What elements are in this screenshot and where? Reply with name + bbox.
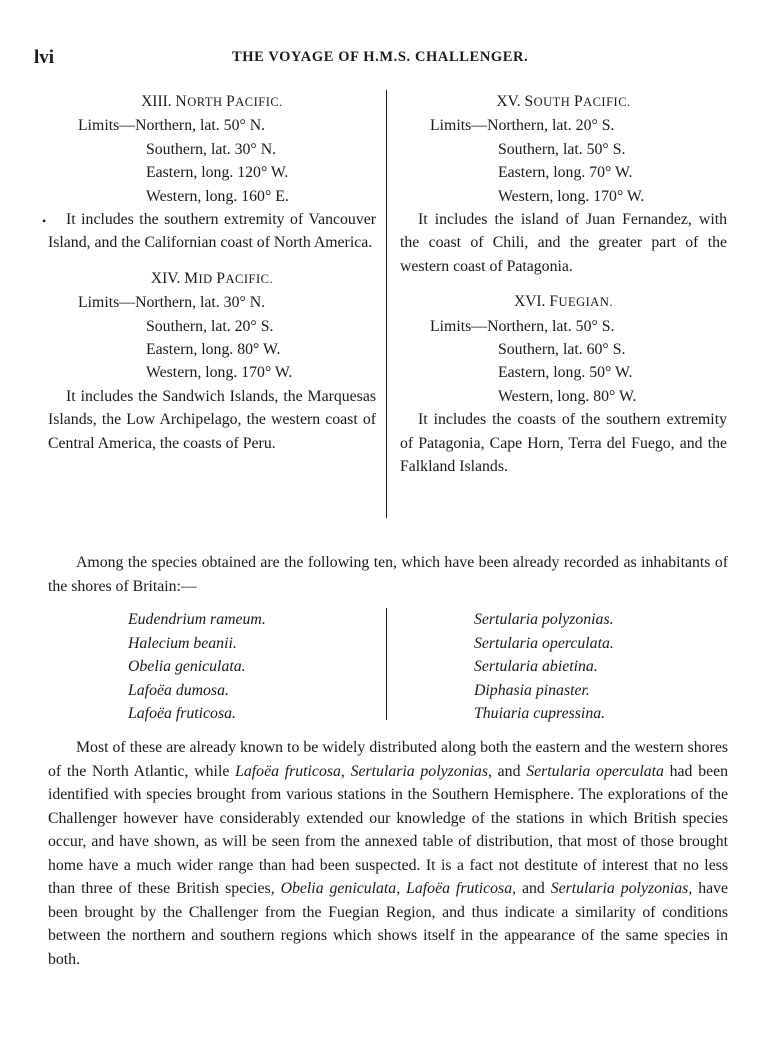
margin-mark: •	[42, 214, 47, 228]
closing-paragraph: Most of these are already known to be widely distributed along both the eastern and the western shores of the North Atlantic, while Lafoëa fruticosa, Sertularia polyzonias, and Sertularia operculata had been identified with species brought from various stations in the Southern Hemisphere. The explorations of the Challenger however have considerably extended our knowledge of the stations in which British species occur, and have shown, as will be seen from the annexed table of distribution, that most of those brought home have a much wider range than had been suspected. It is a fact not destitute of interest that no less than three of these British species, Obelia geniculata, Lafoëa fruticosa, and Sertularia polyzonias, have been brought by the Challenger from the Fuegian Region, and thus indicate a similarity of conditions between the northern and southern regions which shows itself in the appearance of the same species in both.	[48, 739, 729, 968]
column-divider	[386, 90, 387, 518]
intro-paragraph: Among the species obtained are the following ten, which have been already recorded as inhabitants of the shores of Britain:—	[48, 554, 728, 595]
species-list-right	[474, 608, 614, 726]
limits-line: Southern, lat. 60° S.	[498, 341, 626, 359]
right-column	[400, 90, 727, 479]
species-item: Obelia geniculata.	[128, 658, 246, 675]
species-item: Thuiaria cupressina.	[474, 705, 606, 722]
species-item: Lafoëa fruticosa.	[128, 705, 236, 722]
species-item: Halecium beanii.	[128, 634, 237, 652]
limits-line: Eastern, long. 120° W.	[146, 164, 289, 182]
left-column	[48, 90, 376, 455]
limits-line: Western, long. 170° W.	[498, 187, 645, 205]
limits-line: Eastern, long. 80° W.	[146, 341, 281, 359]
limits-line: Eastern, long. 70° W.	[498, 164, 633, 182]
limits-line: Western, long. 160° E.	[146, 187, 289, 205]
region-heading-south-pacific: XV. SOUTH PACIFIC.	[496, 93, 631, 110]
limits-line: Limits—Northern, lat. 50° N.	[78, 117, 266, 135]
species-item: Eudendrium rameum.	[128, 611, 266, 628]
region-heading-mid-pacific: XIV. MID PACIFIC.	[150, 269, 274, 287]
region-heading-north-pacific: XIII. NORTH PACIFIC.	[141, 93, 283, 110]
page-number: lvi	[34, 47, 55, 68]
species-item: Sertularia abietina.	[474, 658, 598, 675]
limits-line: Eastern, long. 50° W.	[498, 364, 633, 382]
region-description: It includes the coasts of the southern extremity of Patagonia, Cape Horn, Terra del Fuego, and the Falkland Islands.	[400, 411, 727, 476]
limits-line: Southern, lat. 30° N.	[146, 140, 277, 158]
limits-line: Limits—Northern, lat. 20° S.	[430, 117, 615, 135]
species-item: Sertularia polyzonias.	[474, 611, 614, 628]
species-divider	[386, 608, 387, 720]
limits-line: Western, long. 80° W.	[498, 387, 637, 405]
limits-line: Limits—Northern, lat. 50° S.	[430, 317, 615, 335]
limits-line: Limits—Northern, lat. 30° N.	[78, 294, 266, 312]
limits-line: Southern, lat. 20° S.	[146, 317, 274, 335]
region-description: It includes the southern extremity of Vancouver Island, and the Californian coast of North America.	[48, 211, 376, 252]
species-item: Lafoëa dumosa.	[128, 681, 229, 699]
region-heading-fuegian: XVI. FUEGIAN.	[514, 293, 613, 311]
species-item: Sertularia operculata.	[474, 634, 614, 652]
species-list-left	[128, 608, 266, 726]
limits-line: Southern, lat. 50° S.	[498, 140, 626, 158]
running-title: THE VOYAGE OF H.M.S. CHALLENGER.	[232, 49, 529, 65]
region-description: It includes the island of Juan Fernandez, with the coast of Chili, and the greater part of the western coast of Patagonia.	[400, 211, 727, 275]
region-description: It includes the Sandwich Islands, the Marquesas Islands, the Low Archipelago, the western coast of Central America, the coasts of Peru.	[48, 387, 376, 452]
limits-line: Western, long. 170° W.	[146, 364, 293, 382]
species-item: Diphasia pinaster.	[474, 681, 590, 699]
